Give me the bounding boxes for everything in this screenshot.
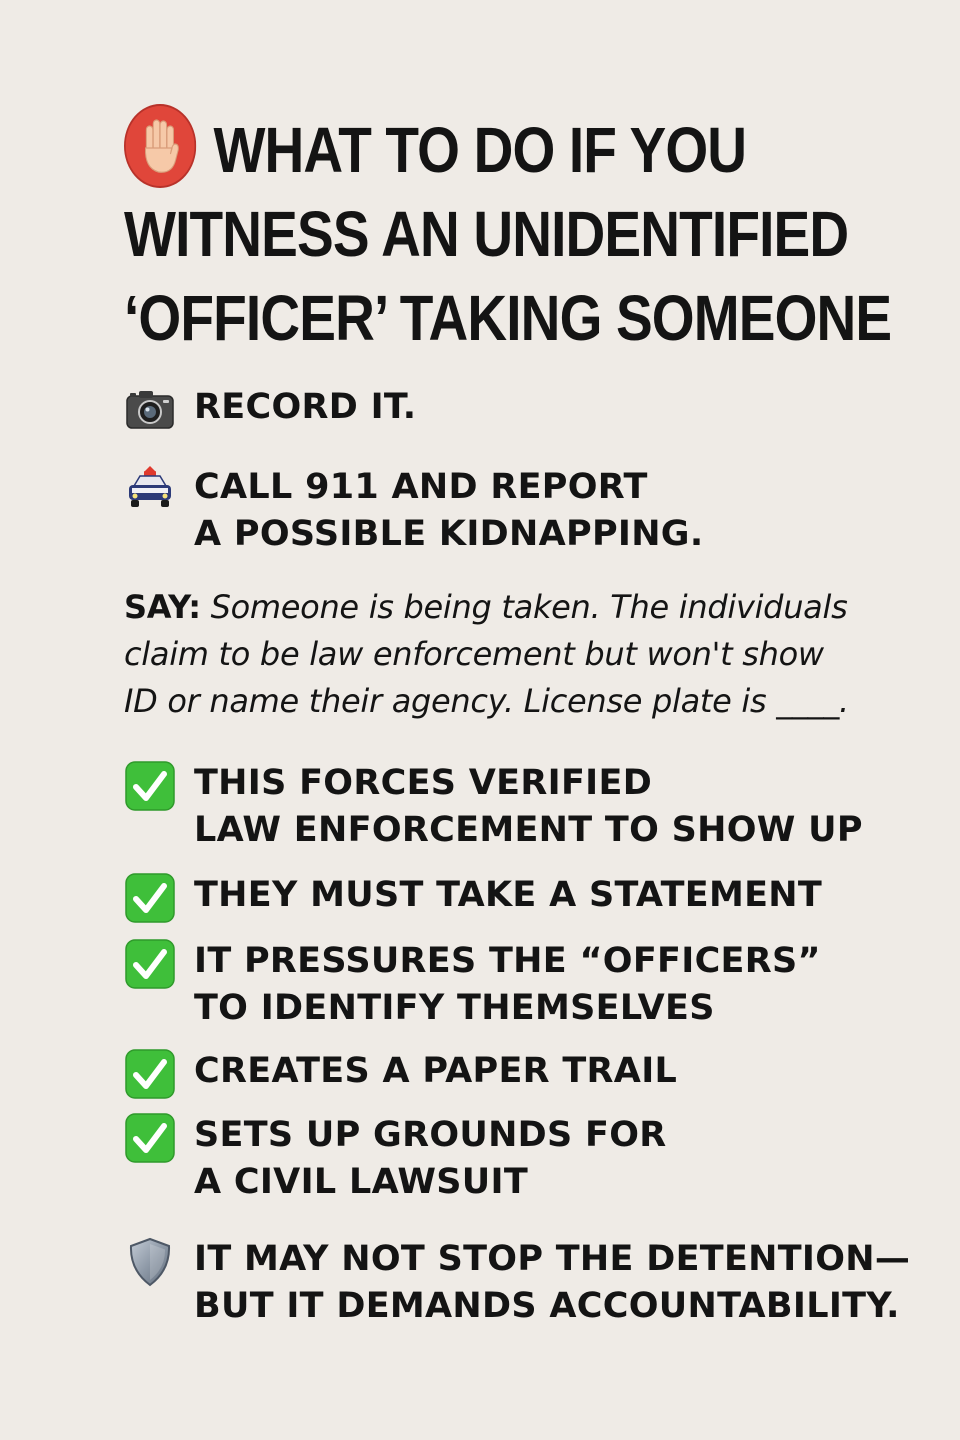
step-record [124, 384, 416, 436]
check-item-text: SETS UP GROUNDS FOR A CIVIL LAWSUIT [194, 1115, 667, 1202]
title-text-1: WHAT TO DO IF YOU [213, 114, 747, 186]
say-script [124, 584, 904, 725]
police-car-icon [124, 464, 176, 516]
title-line-1 [124, 104, 812, 192]
poster-title [124, 104, 892, 360]
closing-statement-text: IT MAY NOT STOP THE DETENTION— BUT IT DEMANDS ACCOUNTABILITY. [194, 1239, 911, 1326]
say-line-3: ID or name their agency. License plate is ____. [124, 682, 849, 720]
check-item-text: IT PRESSURES THE “OFFICERS” TO IDENTIFY THEMSELVES [194, 941, 821, 1028]
step-record-text: RECORD IT. [194, 387, 417, 427]
stop-hand-icon [124, 104, 196, 188]
check-item-text: CREATES A PAPER TRAIL [194, 1051, 678, 1091]
step-call-911-text: CALL 911 AND REPORT A POSSIBLE KIDNAPPING. [194, 467, 704, 554]
check-item-paper-trail [124, 1048, 677, 1100]
check-mark-icon [124, 1112, 176, 1164]
check-item-text: THIS FORCES VERIFIED LAW ENFORCEMENT TO SHOW UP [194, 763, 863, 850]
check-mark-icon [124, 938, 176, 990]
check-item-civil-lawsuit [124, 1112, 667, 1206]
check-mark-icon [124, 872, 176, 924]
title-line-3: ‘OFFICER’ TAKING SOMEONE [124, 282, 892, 354]
say-line-1: SAY: Someone is being taken. The individuals [124, 588, 848, 626]
check-item-text: THEY MUST TAKE A STATEMENT [194, 875, 823, 915]
check-item-identify [124, 938, 821, 1032]
title-line-2: WITNESS AN UNIDENTIFIED [124, 198, 849, 270]
check-item-verified-enforcement [124, 760, 863, 854]
say-label: SAY: [124, 588, 201, 626]
check-mark-icon [124, 1048, 176, 1100]
step-call-911 [124, 464, 703, 558]
check-mark-icon [124, 760, 176, 812]
check-item-statement [124, 872, 822, 924]
say-line-2: claim to be law enforcement but won't show [124, 635, 824, 673]
closing-statement [124, 1236, 910, 1330]
camera-icon [124, 384, 176, 436]
shield-icon [124, 1236, 176, 1288]
